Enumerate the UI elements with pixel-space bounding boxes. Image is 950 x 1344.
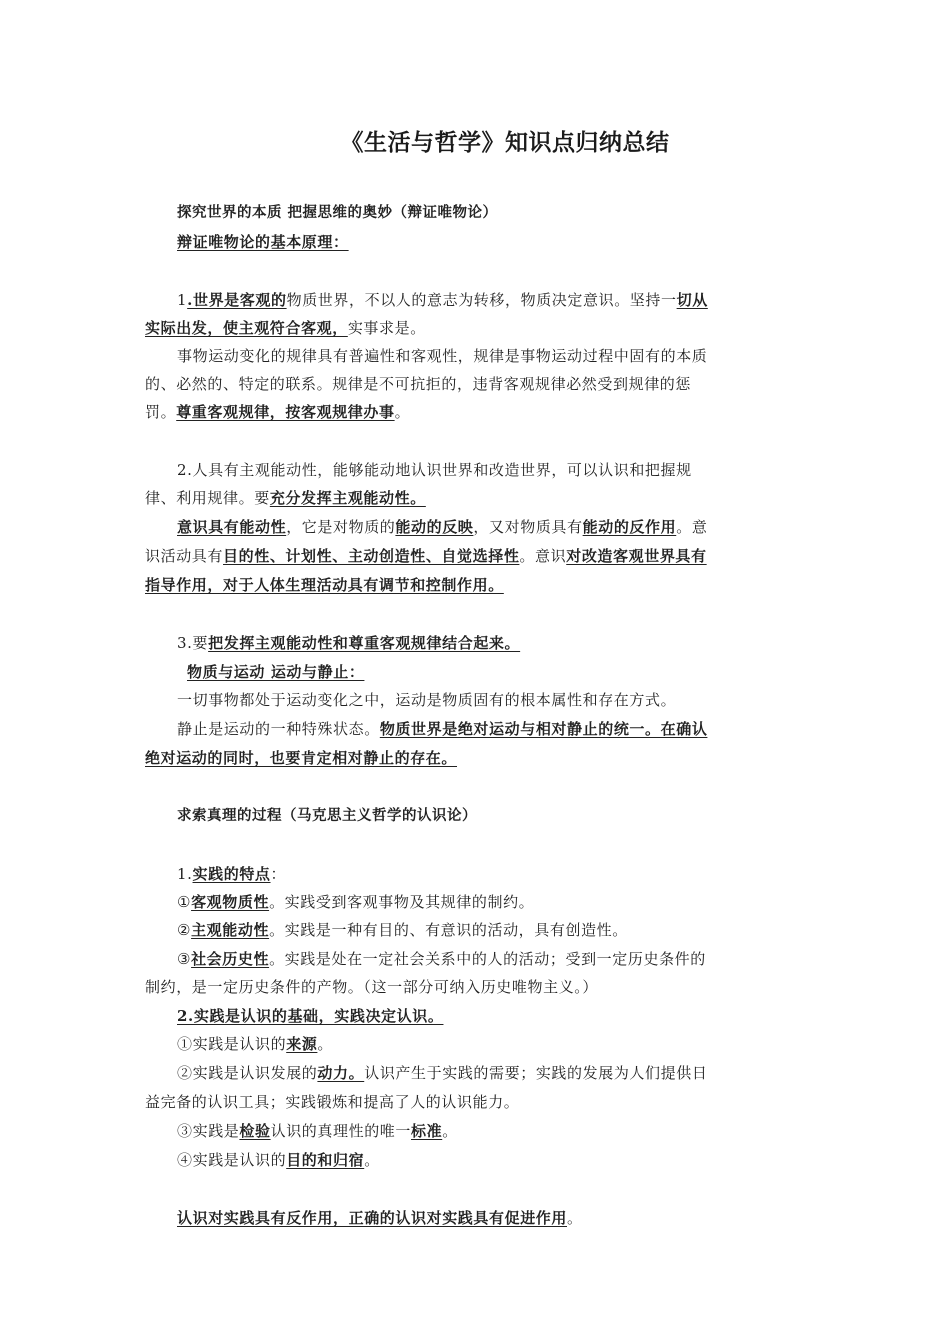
paragraph-line [145,318,810,338]
paragraph-line: 2.人具有主观能动性，能够能动地认识世界和改造世界，可以认识和把握规 [177,461,692,479]
emphasis-text: 充分发挥主观能动性。 [269,489,426,507]
body-text: ④实践是认识的 [177,1151,287,1169]
body-text: 识活动具有 [145,547,224,565]
paragraph-line [177,1006,810,1026]
paragraph-line: 的、必然的、特定的联系。规律是不可抗拒的，违背客观规律必然受到规律的惩 [145,375,692,393]
body-text: 。实践受到客观事物及其规律的制约。 [269,893,535,911]
emphasis-text: 检验 [239,1122,271,1140]
paragraph-line [177,633,810,653]
body-text: 实事求是。 [347,319,426,337]
item-marker: ③ [177,950,192,968]
body-text: 。实践是一种有目的、有意识的活动，具有创造性。 [269,921,628,939]
paragraph-line [145,575,810,595]
body-text: 。 [442,1122,458,1140]
paragraph-line: 事物运动变化的规律具有普遍性和客观性，规律是事物运动过程中固有的本质 [177,347,708,365]
emphasis-text: 实践的特点 [192,865,271,883]
body-text: 认识产生于实践的需要；实践的发展为人们提供日 [364,1064,708,1082]
emphasis-text: 意识具有能动性 [177,518,287,536]
paragraph-line [177,517,810,537]
section-heading-dialectical-materialism: 探究世界的本质 把握思维的奥妙（辩证唯物论） [177,204,498,221]
body-text: 。 [567,1209,583,1227]
body-text: ①实践是认识的 [177,1035,287,1053]
paragraph-line: 制约，是一定历史条件的产物。（这一部分可纳入历史唯物主义。） [145,978,599,996]
list-item [177,949,810,969]
body-text: 物质世界，不以人的意志为转移，物质决定意识。坚持一 [286,291,677,309]
emphasis-text: 绝对运动的同时，也要肯定相对静止的存在。 [145,749,458,767]
body-text: 。实践是处在一定社会关系中的人的活动；受到一定历史条件的 [269,950,706,968]
emphasis-text: 对改造客观世界具有 [566,547,707,565]
item-number: 1 [177,291,188,309]
list-item [177,920,810,940]
paragraph-line [145,748,810,768]
emphasis-text: 社会历史性 [191,950,270,968]
subheading-matter-motion [187,662,852,682]
emphasis-text: 尊重客观规律，按客观规律办事 [176,403,395,421]
body-text: 。 [394,403,411,421]
emphasis-text: 标准 [411,1122,443,1140]
paragraph-line [145,488,810,508]
list-item [177,1034,810,1054]
subheading-text: 物质与运动 运动与静止： [187,663,365,681]
list-item [177,1150,810,1170]
emphasis-text: 实际出发，使主观符合客观， [145,319,348,337]
body-text: 。 [317,1035,334,1053]
emphasis-text: 指导作用，对于人体生理活动具有调节和控制作用。 [145,576,504,594]
body-text: 罚。 [145,403,177,421]
section-heading-epistemology: 求索真理的过程（马克思主义哲学的认识论） [177,807,477,824]
list-item [177,892,810,912]
body-text: 。 [364,1151,380,1169]
paragraph-line [177,864,810,884]
page-title: 《生活与哲学》知识点归纳总结 [340,130,670,156]
emphasis-text: 动力。 [317,1064,365,1082]
list-item [177,1121,810,1141]
paragraph-line [177,290,810,310]
list-item [177,1063,810,1083]
paragraph-line [145,402,810,422]
paragraph-line: 一切事物都处于运动变化之中，运动是物质固有的根本属性和存在方式。 [177,691,677,709]
emphasis-text: 目的性、计划性、主动创造性、自觉选择性 [223,547,520,565]
subheading-basic-principles [177,232,810,252]
body-text: ②实践是认识发展的 [177,1064,318,1082]
body-text: ，又对物质具有 [473,518,583,536]
emphasis-text: 能动的反作用 [582,518,677,536]
emphasis-text: 目的和归宿 [286,1151,365,1169]
paragraph-line: 益完备的认识工具；实践锻炼和提高了人的认识能力。 [145,1093,520,1111]
emphasis-text: .世界是客观的 [187,291,287,309]
body-text: ③实践是 [177,1122,240,1140]
emphasis-text: 切从 [676,291,708,309]
body-text: 认识的真理性的唯一 [270,1122,412,1140]
item-marker: ① [177,893,192,911]
emphasis-text: 来源 [286,1035,318,1053]
item-marker: ② [177,921,192,939]
paragraph-line [177,1208,810,1228]
paragraph-line [177,719,810,739]
subheading-text: 辩证唯物论的基本原理： [177,233,349,251]
body-text: 静止是运动的一种特殊状态。 [177,720,380,738]
emphasis-text: 客观物质性 [191,893,270,911]
emphasis-text: 主观能动性 [191,921,270,939]
emphasis-text: 能动的反映 [395,518,474,536]
body-text: 律、利用规律。要 [145,489,270,507]
body-text: 。意识 [519,547,567,565]
body-text: 3.要 [177,634,209,652]
body-text: ，它是对物质的 [286,518,396,536]
emphasis-text: 物质世界是绝对运动与相对静止的统一。在确认 [379,720,708,738]
paragraph-line [145,546,810,566]
item-number: 1. [177,865,193,883]
emphasis-text: 认识对实践具有反作用，正确的认识对实践具有促进作用 [177,1209,568,1227]
emphasis-text: 2.实践是认识的基础，实践决定认识。 [177,1007,444,1025]
body-text: ： [270,865,287,883]
emphasis-text: 把发挥主观能动性和尊重客观规律结合起来。 [208,634,521,652]
body-text: 。意 [676,518,708,536]
